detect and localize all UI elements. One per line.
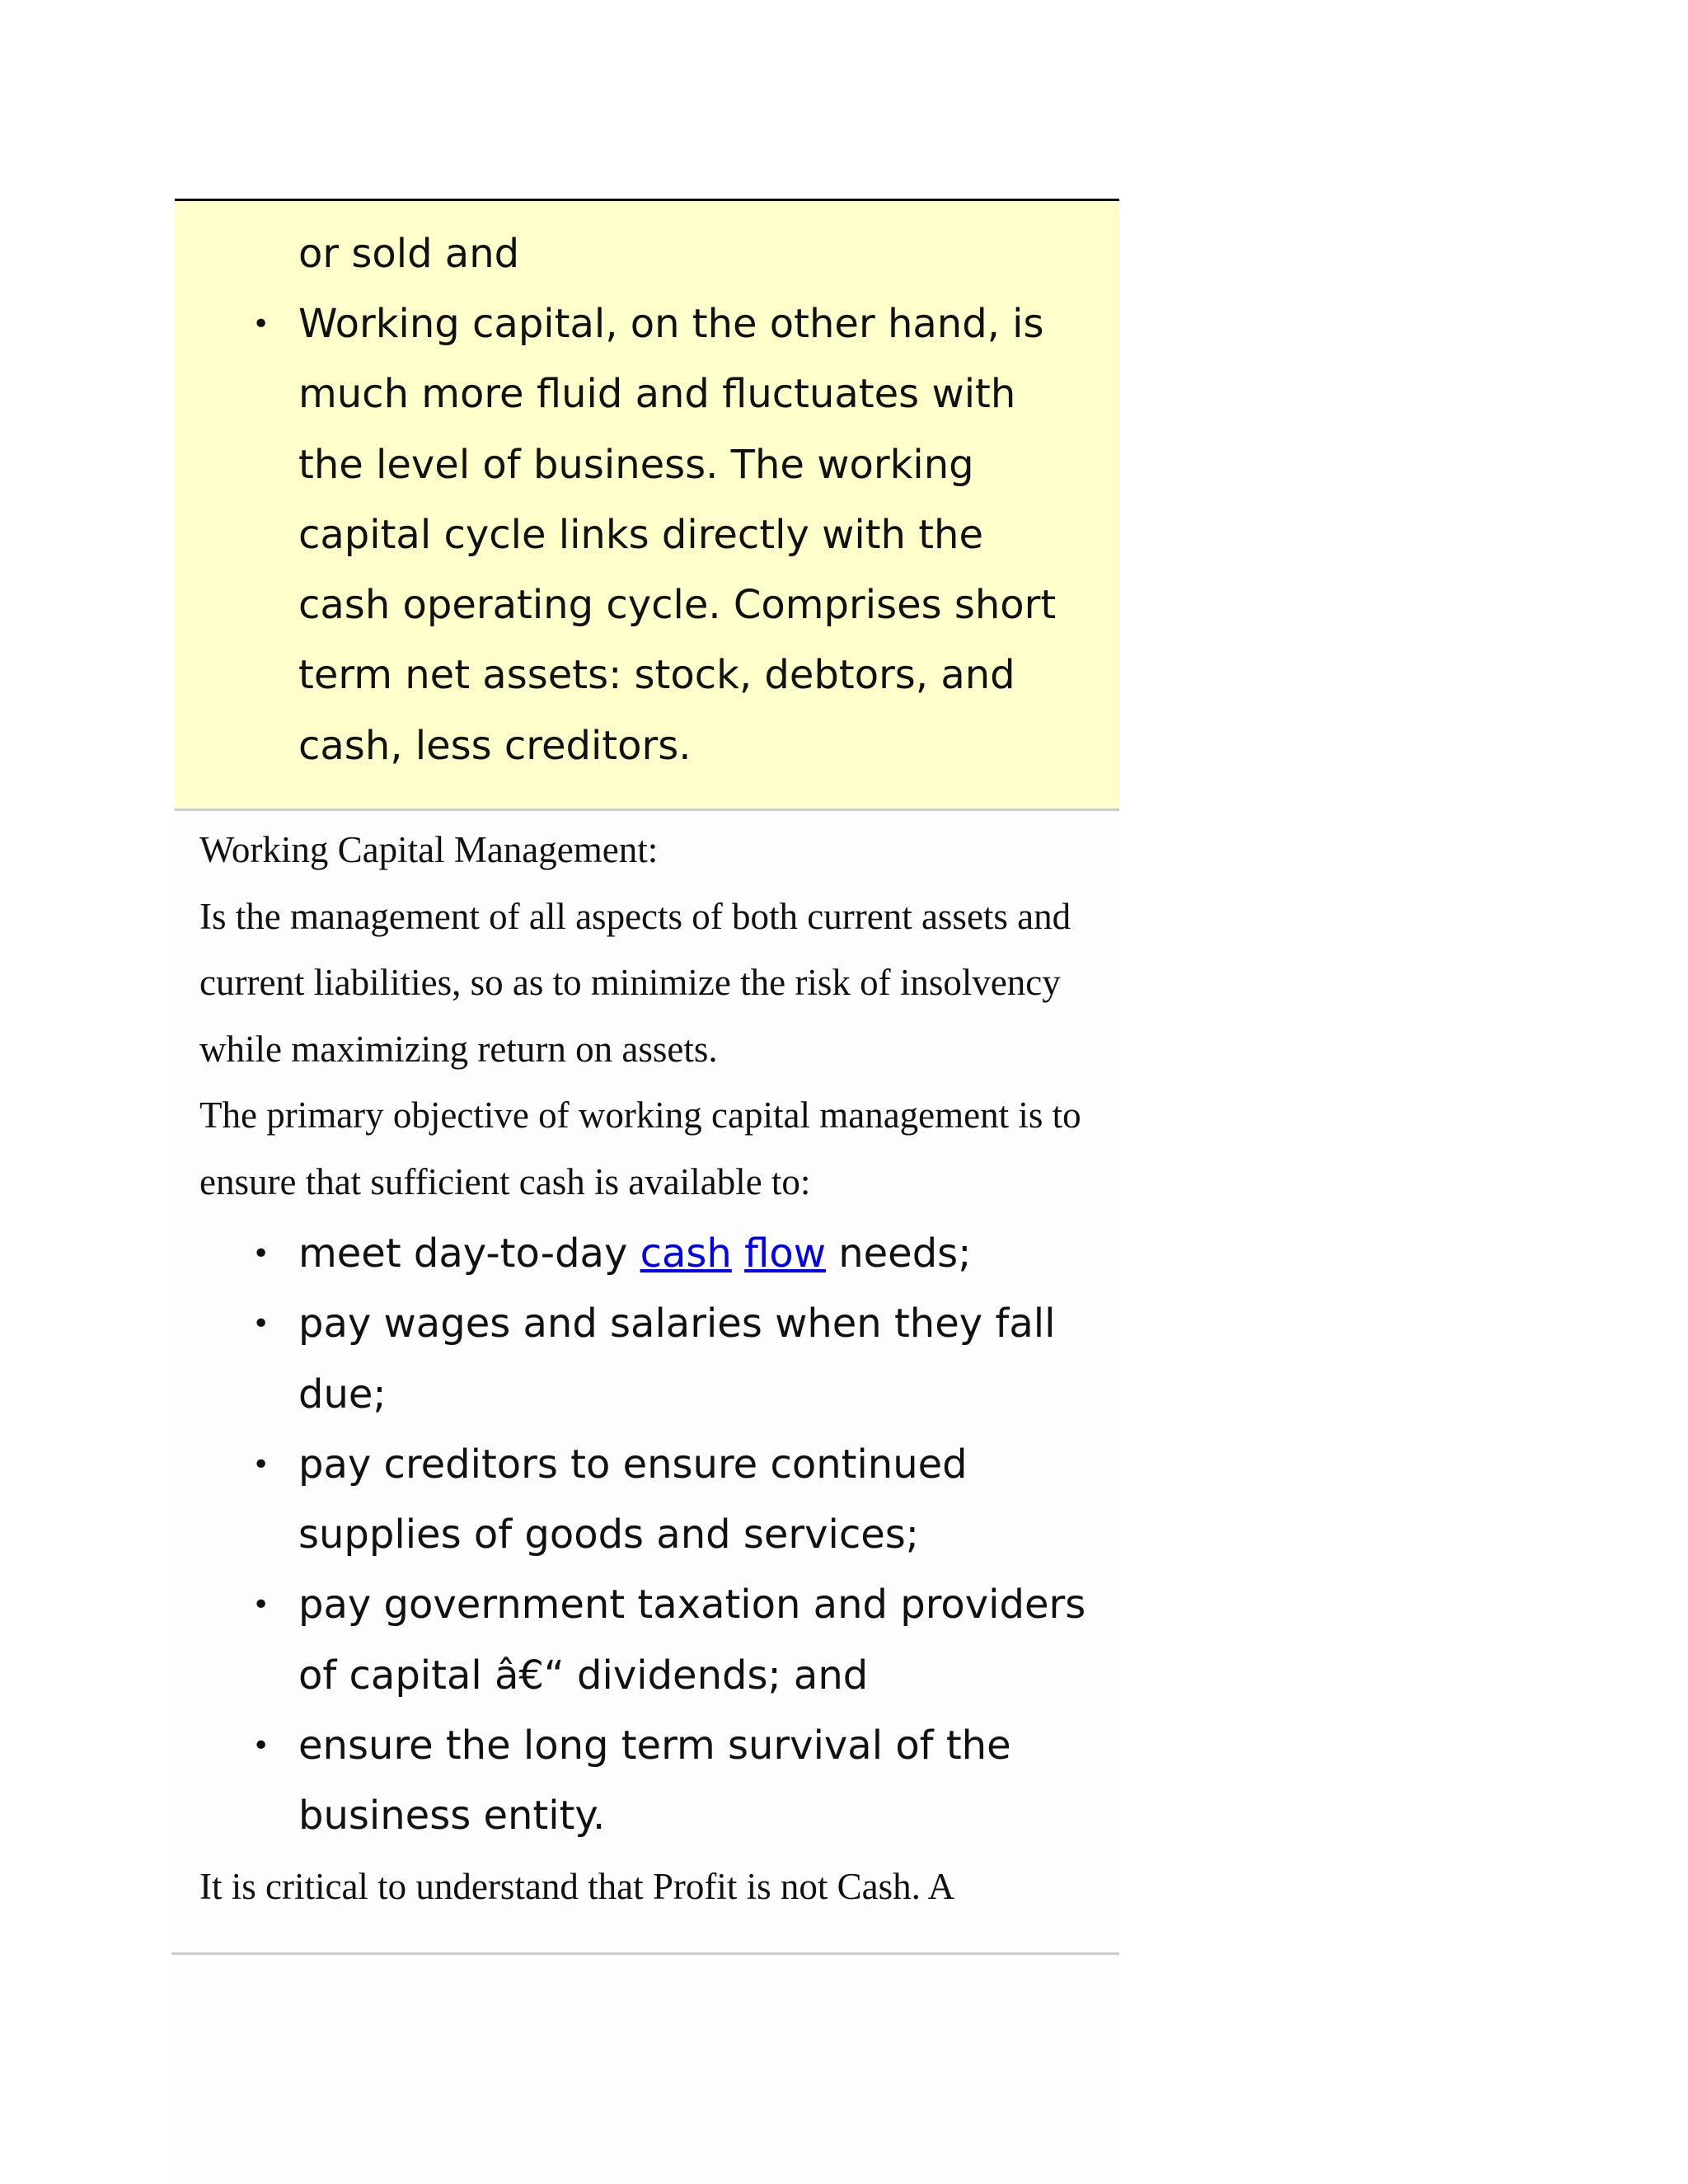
link-separator xyxy=(732,1230,744,1277)
bullet-icon: • xyxy=(252,1307,270,1342)
list-item-text: needs; xyxy=(825,1230,972,1277)
section-heading: Working Capital Management: xyxy=(199,829,659,870)
bullet-icon: • xyxy=(252,1588,270,1623)
bottom-divider xyxy=(171,1952,1119,1955)
objective-paragraph: The primary objective of working capital management is to ensure that sufficient cash is available to: xyxy=(199,1094,1081,1202)
list-item xyxy=(175,1219,1119,1289)
list-item xyxy=(175,1711,1119,1852)
list-item-text: Working capital, on the other hand, is much more fluid and fluctuates with the level of business. The working capital cycle links directly with the cash operating cycle. Comprises short term net assets: stock, debtors, and cash, less creditors. xyxy=(298,301,1057,769)
objectives-list xyxy=(175,1219,1119,1852)
cash-link[interactable]: cash xyxy=(640,1230,732,1277)
list-item-text: pay wages and salaries when they fall due; xyxy=(298,1301,1056,1418)
notes-list xyxy=(175,289,1119,781)
document-page xyxy=(175,199,1119,2184)
list-item xyxy=(175,289,1119,781)
list-item xyxy=(175,1430,1119,1571)
list-item-text: pay creditors to ensure continued supplies of goods and services; xyxy=(298,1441,968,1558)
list-item-text: meet day-to-day xyxy=(298,1230,640,1277)
bullet-icon: • xyxy=(252,1447,270,1482)
flow-link[interactable]: flow xyxy=(744,1230,826,1277)
list-item-text: pay government taxation and providers of capital â€“ dividends; and xyxy=(298,1582,1086,1699)
bullet-icon: • xyxy=(252,1729,270,1764)
list-item-text: ensure the long term survival of the business entity. xyxy=(298,1722,1011,1840)
bullet-icon: • xyxy=(252,307,270,341)
closing-paragraph: It is critical to understand that Profit is not Cash. A xyxy=(199,1866,955,1907)
list-item xyxy=(175,1289,1119,1430)
closing-text xyxy=(199,1854,1106,1920)
intro-text xyxy=(199,817,1106,1215)
continued-text: or sold and xyxy=(298,231,520,277)
list-item xyxy=(175,1570,1119,1711)
definition-paragraph: Is the management of all aspects of both current assets and current liabilities, so as to minimize the risk of insolvency while maximizing return on assets. xyxy=(199,895,1071,1070)
highlighted-notes-box xyxy=(175,201,1119,811)
bullet-icon: • xyxy=(252,1237,270,1271)
